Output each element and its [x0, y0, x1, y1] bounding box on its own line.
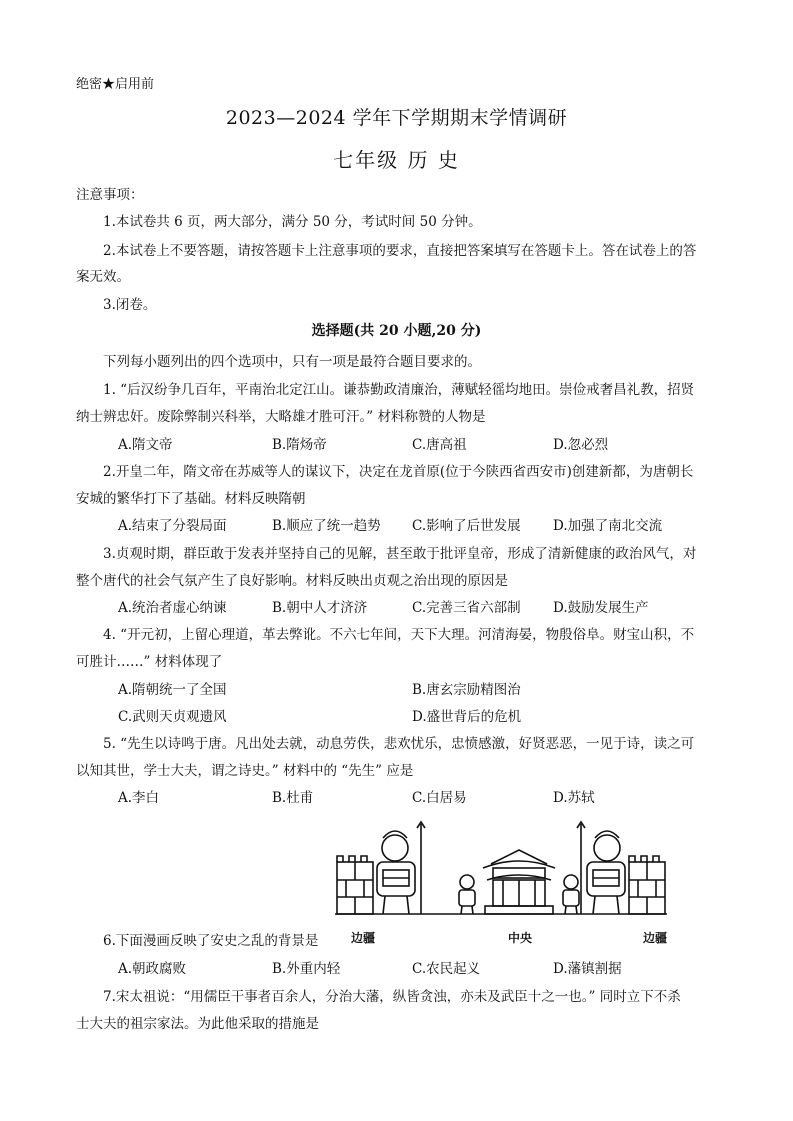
- question-2-option-a: A.结束了分裂局面: [118, 518, 227, 534]
- question-3-option-a: A.统治者虚心纳谏: [118, 600, 227, 616]
- question-3-option-d: D.鼓励发展生产: [553, 600, 649, 616]
- question-2-option-c: C.影响了后世发展: [412, 518, 521, 534]
- question-1-option-a: A.隋文帝: [118, 437, 173, 453]
- question-4-stem-cont: 可胜计……” 材料体现了: [76, 654, 223, 670]
- question-3-option-b: B.朝中人才济济: [272, 600, 368, 616]
- question-5-option-b: B.杜甫: [272, 790, 314, 806]
- question-1-option-d: D.忽必烈: [553, 437, 609, 453]
- section-title: 选择题(共 20 小题,20 分): [311, 323, 482, 339]
- comic-illustration: [333, 818, 669, 920]
- exam-subtitle: 七年级 历 史: [333, 148, 460, 172]
- question-4-option-b: B.唐玄宗励精图治: [412, 682, 521, 698]
- question-7-stem: 7.宋太祖说：“用儒臣干事者百余人，分治大藩，纵皆贪浊，亦未及武臣十之一也。” 同时立下不杀: [103, 989, 681, 1005]
- question-5-stem-cont: 以知其世，学士大夫，谓之诗史。” 材料中的 “先生” 应是: [76, 763, 414, 779]
- question-1-option-c: C.唐高祖: [412, 437, 467, 453]
- secret-mark: 绝密★启用前: [76, 77, 155, 92]
- note-item: 3.闭卷。: [103, 297, 157, 313]
- question-3-stem: 3.贞观时期，群臣敢于发表并坚持自己的见解，甚至敢于批评皇帝，形成了清新健康的政治风气，对: [103, 546, 697, 562]
- question-3-stem-cont: 整个唐代的社会气氛产生了良好影响。材料反映出贞观之治出现的原因是: [76, 573, 508, 589]
- note-item-continued: 案无效。: [76, 269, 130, 285]
- question-5-option-d: D.苏轼: [553, 790, 595, 806]
- question-1-stem-cont: 纳士辨忠奸。废除弊制兴科举，大略雄才胜可汗。” 材料称赞的人物是: [76, 409, 486, 425]
- question-5-option-c: C.白居易: [412, 790, 467, 806]
- question-2-option-b: B.顺应了统一趋势: [272, 518, 381, 534]
- question-6-option-b: B.外重内轻: [272, 961, 341, 977]
- comic-label-left: 边疆: [351, 931, 376, 945]
- question-4-option-c: C.武则天贞观遗风: [118, 709, 227, 725]
- section-intro: 下列每小题列出的四个选项中，只有一项是最符合题目要求的。: [103, 354, 481, 370]
- question-5-option-a: A.李白: [118, 790, 160, 806]
- question-3-option-c: C.完善三省六部制: [412, 600, 521, 616]
- question-4-option-d: D.盛世背后的危机: [412, 709, 522, 725]
- comic-label-right: 边疆: [643, 931, 668, 945]
- question-6-option-a: A.朝政腐败: [118, 961, 187, 977]
- question-2-stem: 2.开皇二年，隋文帝在苏威等人的谋议下，决定在龙首原(位于今陕西省西安市)创建新都，为唐朝长: [103, 464, 694, 480]
- question-6-option-d: D.藩镇割据: [553, 961, 622, 977]
- question-7-stem-cont: 士大夫的祖宗家法。为此他采取的措施是: [76, 1016, 319, 1032]
- question-4-option-a: A.隋朝统一了全国: [118, 682, 227, 698]
- question-6-option-c: C.农民起义: [412, 961, 481, 977]
- note-item: 2.本试卷上不要答题，请按答题卡上注意事项的要求，直接把答案填写在答题卡上。答在试卷上的答: [103, 243, 697, 259]
- question-4-stem: 4. “开元初，上留心理道，革去弊讹。不六七年间，天下大理。河清海晏，物殷俗阜。财宝山积，不: [103, 627, 695, 643]
- exam-title: 2023—2024 学年下学期期末学情调研: [225, 107, 568, 129]
- notes-label: 注意事项：: [76, 187, 144, 203]
- question-1-stem: 1. “后汉纷争几百年，平南治北定江山。谦恭勤政清廉治，薄赋轻徭均地田。崇俭戒奢昌礼教，招贤: [103, 382, 695, 398]
- question-6-stem: 6.下面漫画反映了安史之乱的背景是: [103, 933, 319, 949]
- question-5-stem: 5. “先生以诗鸣于唐。凡出处去就，动息劳佚，悲欢忧乐，忠愤感激，好贤恶恶，一见于诗，读之可: [103, 736, 695, 752]
- note-item: 1.本试卷共 6 页，两大部分，满分 50 分，考试时间 50 分钟。: [103, 214, 482, 230]
- question-2-stem-cont: 安城的繁华打下了基础。材料反映隋朝: [76, 491, 306, 507]
- question-2-option-d: D.加强了南北交流: [553, 518, 663, 534]
- comic-label-center: 中央: [508, 931, 533, 945]
- question-1-option-b: B.隋炀帝: [272, 437, 327, 453]
